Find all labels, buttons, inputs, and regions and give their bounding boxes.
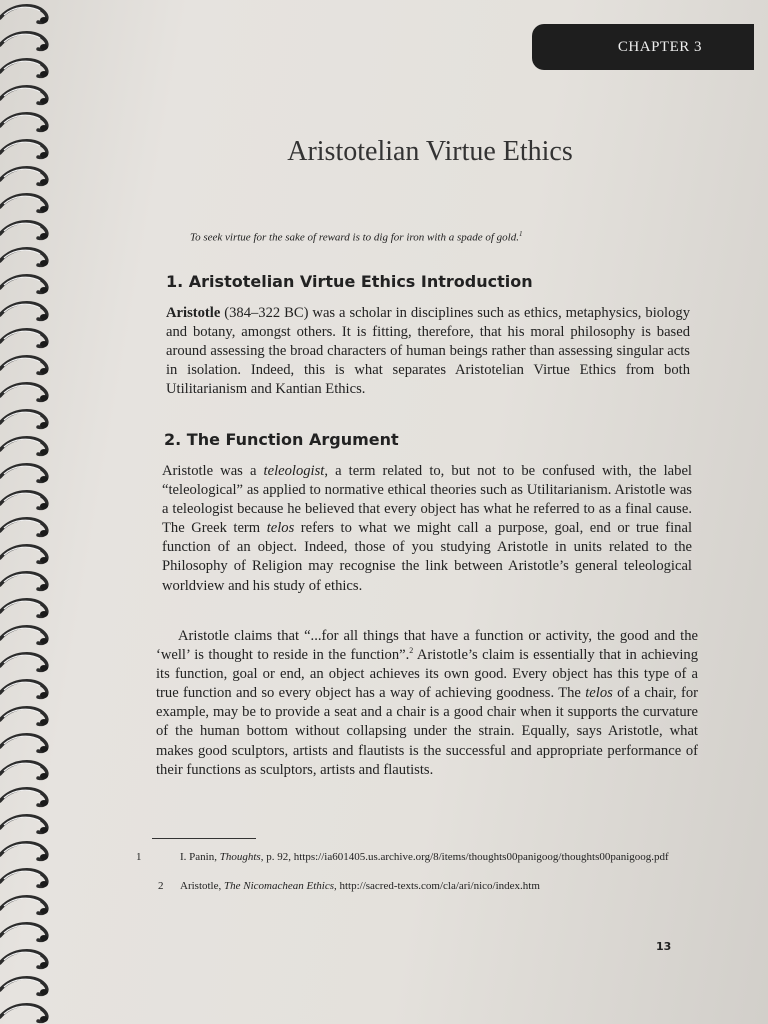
p1-telos: telos bbox=[266, 520, 295, 537]
p2-text-b: Aristotle’s claim is essentially that in achieving its function, goal or end, an object achieves its own good. Every object has this type of a true function and so every object has a way of achieving goodness. The bbox=[156, 647, 698, 702]
spiral-coil bbox=[0, 762, 47, 779]
section-2-paragraph-1 bbox=[162, 462, 692, 596]
spiral-coil bbox=[0, 654, 47, 671]
spiral-coil bbox=[0, 195, 47, 212]
spiral-binding bbox=[0, 0, 70, 1024]
binding-hole bbox=[40, 773, 48, 779]
binding-hole bbox=[40, 638, 48, 644]
spiral-coil bbox=[0, 951, 47, 968]
spiral-coil bbox=[0, 141, 47, 158]
binding-hole bbox=[40, 233, 48, 239]
binding-hole bbox=[40, 665, 48, 671]
chapter-title: Aristotelian Virtue Ethics bbox=[287, 136, 573, 167]
epigraph bbox=[190, 230, 670, 244]
binding-hole bbox=[40, 125, 48, 131]
spiral-coil bbox=[0, 789, 47, 806]
binding-hole bbox=[40, 314, 48, 320]
spiral-coil bbox=[0, 168, 47, 185]
footnote-2-author: Aristotle, bbox=[180, 880, 224, 892]
spiral-coil bbox=[0, 330, 47, 347]
spiral-coil bbox=[0, 816, 47, 833]
spiral-coil bbox=[0, 708, 47, 725]
footnote-2-rest: , http://sacred-texts.com/cla/ari/nico/index.htm bbox=[333, 880, 540, 892]
spiral-coil bbox=[0, 843, 47, 860]
spiral-coil bbox=[0, 114, 47, 131]
footnote-1-rest: , p. 92, https://ia601405.us.archive.org/8/items/thoughts00panigoog/thoughts00panigoog.pdf bbox=[260, 851, 669, 863]
binding-hole bbox=[40, 557, 48, 563]
binding-hole bbox=[40, 719, 48, 725]
spiral-coil bbox=[0, 438, 47, 455]
p2-text-a: Aristotle claims that “...for all things that have a function or activity, the good and the ‘well’ is thought to reside in the function”. bbox=[156, 628, 698, 664]
spiral-coil bbox=[0, 222, 47, 239]
p1-text-c: refers to what we might call a purpose, goal, end or true final function of an object. Indeed, those of you studying Aristotle in units related to the Philosophy of Religion may recognise the link between Aristotle’s general teleological worldview and his study of ethics. bbox=[162, 520, 693, 594]
binding-hole bbox=[40, 800, 48, 806]
spiral-coil bbox=[0, 33, 47, 50]
p1-text-b: , a term related to, but not to be confused with, the label “teleological” as applied to normative ethical theories such as Utilitarianism. Aristotle was a teleologist because he believed that every object has what he referred to as a final cause. The Greek term bbox=[162, 463, 692, 537]
spiral-coil bbox=[0, 249, 47, 266]
footnote-1-author: I. Panin, bbox=[180, 851, 220, 863]
epigraph-note-ref: 1 bbox=[518, 230, 523, 238]
spiral-coil bbox=[0, 303, 47, 320]
spiral-coil bbox=[0, 681, 47, 698]
binding-hole bbox=[40, 611, 48, 617]
binding-hole bbox=[40, 449, 48, 455]
page-number: 13 bbox=[656, 940, 672, 953]
spiral-coil bbox=[0, 276, 47, 293]
binding-hole bbox=[40, 854, 48, 860]
footnote-2-work: The Nicomachean Ethics bbox=[224, 880, 334, 892]
footnote-1-number: 1 bbox=[136, 851, 142, 863]
binding-hole bbox=[40, 152, 48, 158]
chapter-tab bbox=[532, 24, 754, 70]
binding-hole bbox=[40, 71, 48, 77]
p2-telos: telos bbox=[585, 685, 613, 702]
binding-hole bbox=[40, 989, 48, 995]
section-1-body: (384–322 BC) was a scholar in disciplines such as ethics, metaphysics, biology and botany, amongst others. It is fitting, therefore, that his moral philosophy is based around assessing the broad characters of human beings rather than assessing singular acts in isolation. Indeed, this is what separates Aristotelian Virtue Ethics from both Utilitarianism and Kantian Ethics. bbox=[166, 305, 690, 398]
binding-hole bbox=[40, 962, 48, 968]
spiral-coil bbox=[0, 357, 47, 374]
spiral-coil bbox=[0, 465, 47, 482]
spiral-coil bbox=[0, 411, 47, 428]
footnote-2-number: 2 bbox=[158, 880, 164, 892]
p1-term: teleologist bbox=[263, 463, 325, 479]
binding-hole bbox=[40, 692, 48, 698]
spiral-coil bbox=[0, 627, 47, 644]
binding-hole bbox=[40, 341, 48, 347]
section-1-paragraph bbox=[166, 304, 690, 399]
binding-hole bbox=[40, 260, 48, 266]
binding-hole bbox=[40, 17, 48, 23]
spiral-coil bbox=[0, 735, 47, 752]
binding-hole bbox=[40, 584, 48, 590]
epigraph-text: To seek virtue for the sake of reward is to dig for iron with a spade of gold. bbox=[190, 231, 519, 244]
spiral-coil bbox=[0, 924, 47, 941]
spiral-coil bbox=[0, 600, 47, 617]
binding-hole bbox=[40, 422, 48, 428]
chapter-label: CHAPTER 3 bbox=[617, 38, 702, 55]
footnote-divider bbox=[152, 838, 256, 839]
binding-hole bbox=[40, 1016, 48, 1022]
binding-hole bbox=[40, 206, 48, 212]
spiral-coil bbox=[0, 978, 47, 995]
binding-hole bbox=[40, 44, 48, 50]
footnote-2 bbox=[158, 879, 698, 893]
spiral-coil bbox=[0, 546, 47, 563]
spiral-coil bbox=[0, 897, 47, 914]
binding-hole bbox=[40, 395, 48, 401]
binding-hole bbox=[40, 287, 48, 293]
p1-text-a: Aristotle was a bbox=[162, 463, 264, 479]
spiral-coil bbox=[0, 573, 47, 590]
spiral-coil bbox=[0, 6, 47, 23]
binding-hole bbox=[40, 368, 48, 374]
spiral-coil bbox=[0, 87, 47, 104]
footnote-1-work: Thoughts bbox=[219, 851, 261, 863]
p2-note-ref: 2 bbox=[409, 646, 414, 656]
binding-hole bbox=[40, 476, 48, 482]
spiral-coil bbox=[0, 60, 47, 77]
binding-hole bbox=[40, 179, 48, 185]
binding-hole bbox=[40, 908, 48, 914]
spiral-coil bbox=[0, 519, 47, 536]
binding-hole bbox=[40, 827, 48, 833]
spiral-coil bbox=[0, 384, 47, 401]
spiral-coil bbox=[0, 870, 47, 887]
section-2-heading: 2. The Function Argument bbox=[164, 430, 399, 449]
section-1-heading: 1. Aristotelian Virtue Ethics Introduction bbox=[166, 272, 533, 291]
spiral-coil bbox=[0, 1005, 47, 1022]
binding-hole bbox=[40, 746, 48, 752]
binding-hole bbox=[40, 98, 48, 104]
binding-hole bbox=[40, 503, 48, 509]
binding-hole bbox=[40, 881, 48, 887]
binding-hole bbox=[40, 935, 48, 941]
p2-text-c: of a chair, for example, may be to provide a seat and a chair is a good chair when it supports the curvature of the human bottom without collapsing under the strain. Equally, says Aristotle, what makes good sculptors, artists and flautists is the successful and appropriate performance of their functions as sculptors, artists and flautists. bbox=[156, 685, 699, 778]
binding-hole bbox=[40, 530, 48, 536]
footnote-1 bbox=[136, 850, 720, 864]
lead-name: Aristotle bbox=[166, 305, 221, 321]
section-2-paragraph-2 bbox=[156, 627, 698, 780]
spiral-coil bbox=[0, 492, 47, 509]
